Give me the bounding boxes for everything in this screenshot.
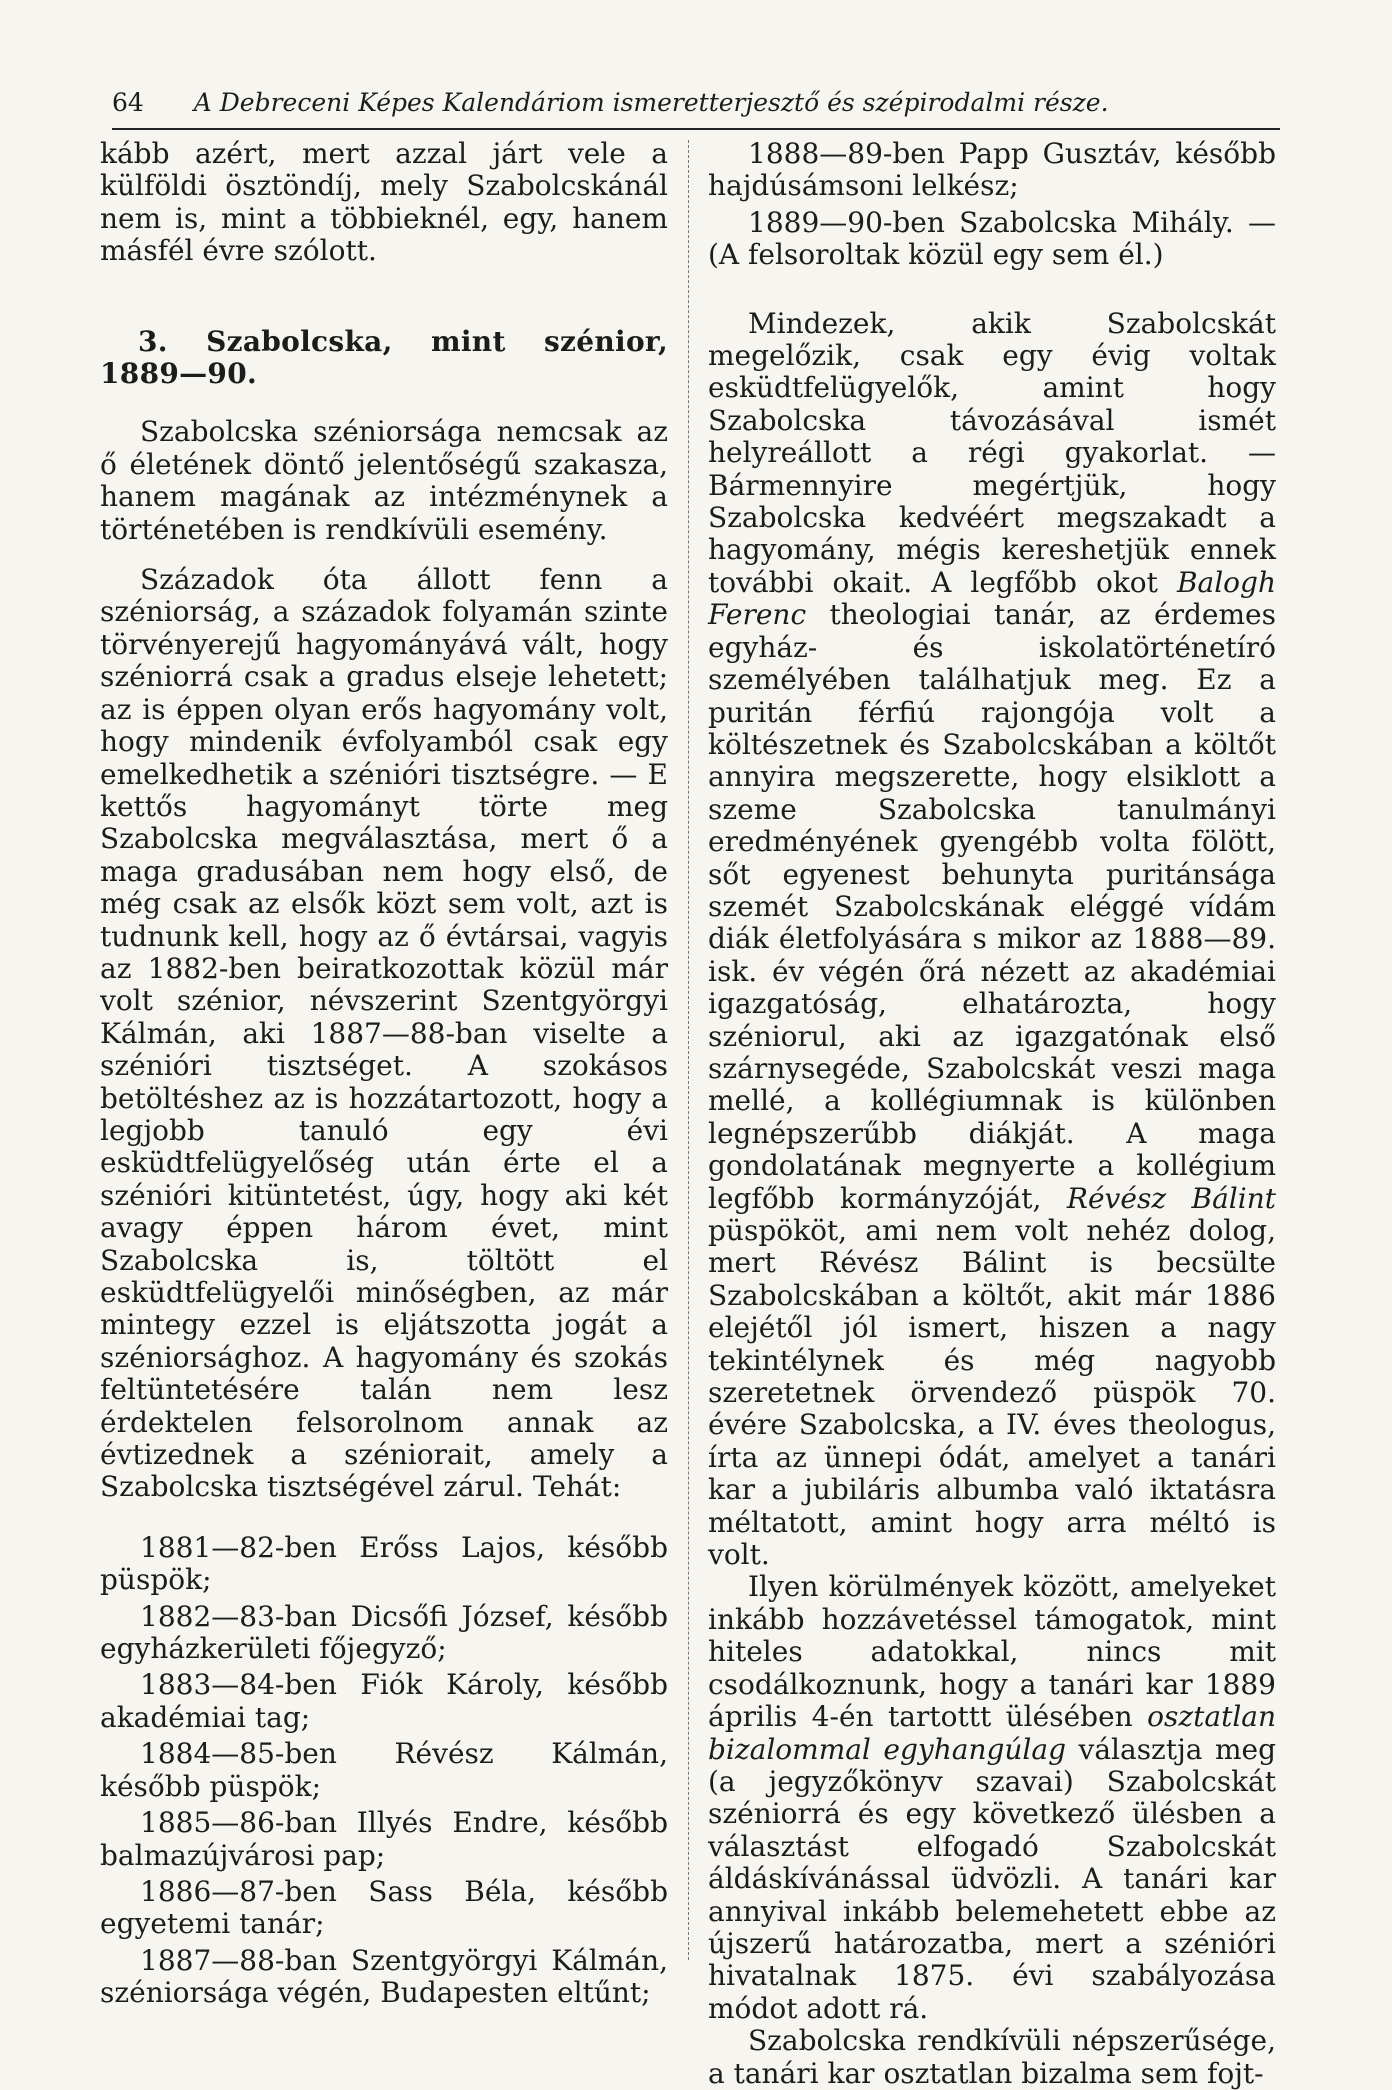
section-heading: 3. Szabolcska, mint szénior, 1889—90. bbox=[100, 324, 668, 391]
list-item: 1886—87-ben Sass Béla, később egyetemi tanár; bbox=[100, 1874, 668, 1941]
page-number: 64 bbox=[112, 88, 144, 117]
right-column bbox=[708, 138, 1276, 2090]
list-item: 1881—82-ben Erőss Lajos, később püspök; bbox=[100, 1530, 668, 1597]
column-divider bbox=[688, 140, 689, 1960]
emphasis: osztatlan bizalommal egyhangúlag bbox=[708, 1700, 1276, 1766]
paragraph: Szabolcska rendkívüli népszerűsége, a tanári kar osztatlan bizalma sem fojt- bbox=[708, 2024, 1276, 2090]
senior-list bbox=[100, 1532, 668, 2010]
name-balogh-ferenc: Balogh Ferenc bbox=[708, 565, 1276, 632]
list-item: 1882—83-ban Dicsőfi József, később egyházkerületi főjegyző; bbox=[100, 1599, 668, 1666]
list-item: 1884—85-ben Révész Kálmán, később püspök; bbox=[100, 1737, 668, 1803]
page-header bbox=[112, 88, 1280, 130]
paragraph: Szabolcska széniorsága nemcsak az ő életének döntő jelentőségű szakasza, hanem magának az intézménynek a történetében is rendkívüli esemény. bbox=[100, 415, 668, 546]
list-item: 1887—88-ban Szentgyörgyi Kálmán, széniorsága végén, Budapesten eltűnt; bbox=[100, 1943, 668, 2010]
paragraph: Mindezek, akik Szabolcskát megelőzik, csak egy évig voltak esküdtfelügyelők, amint hogy Szabolcska távozásával ismét helyreállott a régi gyakorlat. — Bármennyire megértjük, hogy Szabolcska kedvéért megszakadt a hagyomány, mégis kereshetjük ennek további okait. A legfőbb okot Balogh Ferenc theologiai tanár, az érdemes egyház- és iskolatörténetíró személyében találhatjuk meg. Ez a puritán férfiú rajongója volt a költészetnek és Szabolcskában a költőt annyira megszerette, hogy elsiklott a szeme Szabolcska tanulmányi eredményének gyengébb volta fölött, sőt egyenest behunyta puritánsága szemét Szabolcskának eléggé vídám diák életfolyására s mikor az 1888—89. isk. év végén őrá nézett az akadémiai igazgatóság, elhatározta, hogy széniorul, aki az igazgatónak első szárnysegéde, Szabolcskát veszi maga mellé, a kollégiumnak is különben legnépszerűbb diákját. A maga gondolatának megnyerte a kollégium legfőbb kormányzóját, Révész Bálint püspököt, ami nem volt nehéz dolog, mert Révész Bálint is becsülte Szabolcskában a költőt, akit már 1886 elejétől jól ismert, hiszen a nagy tekintélynek és még nagyobb szeretetnek örvendező püspök 70. évére Szabolcska, a IV. éves theologus, írta az ünnepi ódát, amelyet a tanári kar a jubiláris albumba való iktatásra méltatott, amint hogy arra méltó is volt. bbox=[708, 306, 1277, 1572]
running-title: A Debreceni Képes Kalendáriom ismeretterjesztő és szépirodalmi része. bbox=[193, 88, 1109, 117]
intro-paragraph: kább azért, mert azzal járt vele a külföldi ösztöndíj, mely Szabolcskánál nem is, mint a többieknél, egy, hanem másfél évre szólott. bbox=[100, 137, 668, 268]
paragraph: Ilyen körülmények között, amelyeket inkább hozzávetéssel támogatok, mint hiteles adatokkal, nincs mit csodálkoznunk, hogy a tanári kar 1889 április 4-én tartottt ülésében osztatlan bizalommal egyhangúlag választja meg (a jegyzőkönyv szavai) Szabolcskát széniorrá és egy következő ülésben a választást elfogadó Szabolcskát áldáskívánással üdvözli. A tanári kar annyival inkább belemehetett ebbe az újszerű határozatba, mert a szénióri hivatalnak 1875. évi szabályozása módot adott rá. bbox=[708, 1570, 1276, 2025]
list-item: 1885—86-ban Illyés Endre, később balmazújvárosi pap; bbox=[100, 1806, 668, 1872]
list-item: 1889—90-ben Szabolcska Mihály. — (A felsoroltak közül egy sem él.) bbox=[708, 205, 1276, 272]
left-column bbox=[100, 138, 668, 2014]
paragraph: Századok óta állott fenn a széniorság, a századok folyamán szinte törvényerejű hagyományává vált, hogy széniorrá csak a gradus elseje lehetett; az is éppen olyan erős hagyomány volt, hogy mindenik évfolyamból csak egy emelkedhetik a szénióri tisztségre. — E kettős hagyományt törte meg Szabolcska megválasztása, mert ő a maga gradusában nem hogy első, de még csak az elsők közt sem volt, azt is tudnunk kell, hogy az ő évtársai, vagyis az 1882-ben beiratkozottak közül már volt szénior, névszerint Szentgyörgyi Kálmán, aki 1887—88-ban viselte a szénióri tisztséget. A szokásos betöltéshez az is hozzátartozott, hogy a legjobb tanuló egy évi esküdtfelügyelőség után érte el a szénióri kitüntetést, úgy, hogy aki két avagy éppen három évet, mint Szabolcska is, töltött el esküdtfelügyelői minőségben, az már mintegy ezzel is eljátszotta jogát a széniorsághoz. A hagyomány és szokás feltüntetésére talán nem lesz érdektelen felsorolnom annak az évtizednek a széniorait, amely a Szabolcska tisztségével zárul. Tehát: bbox=[100, 563, 668, 1504]
list-item: 1883—84-ben Fiók Károly, később akadémiai tag; bbox=[100, 1668, 668, 1734]
senior-list-continued bbox=[708, 138, 1276, 272]
list-item: 1888—89-ben Papp Gusztáv, később hajdúsámsoni lelkész; bbox=[708, 137, 1276, 203]
name-revesz-balint: Révész Bálint bbox=[1066, 1181, 1277, 1215]
